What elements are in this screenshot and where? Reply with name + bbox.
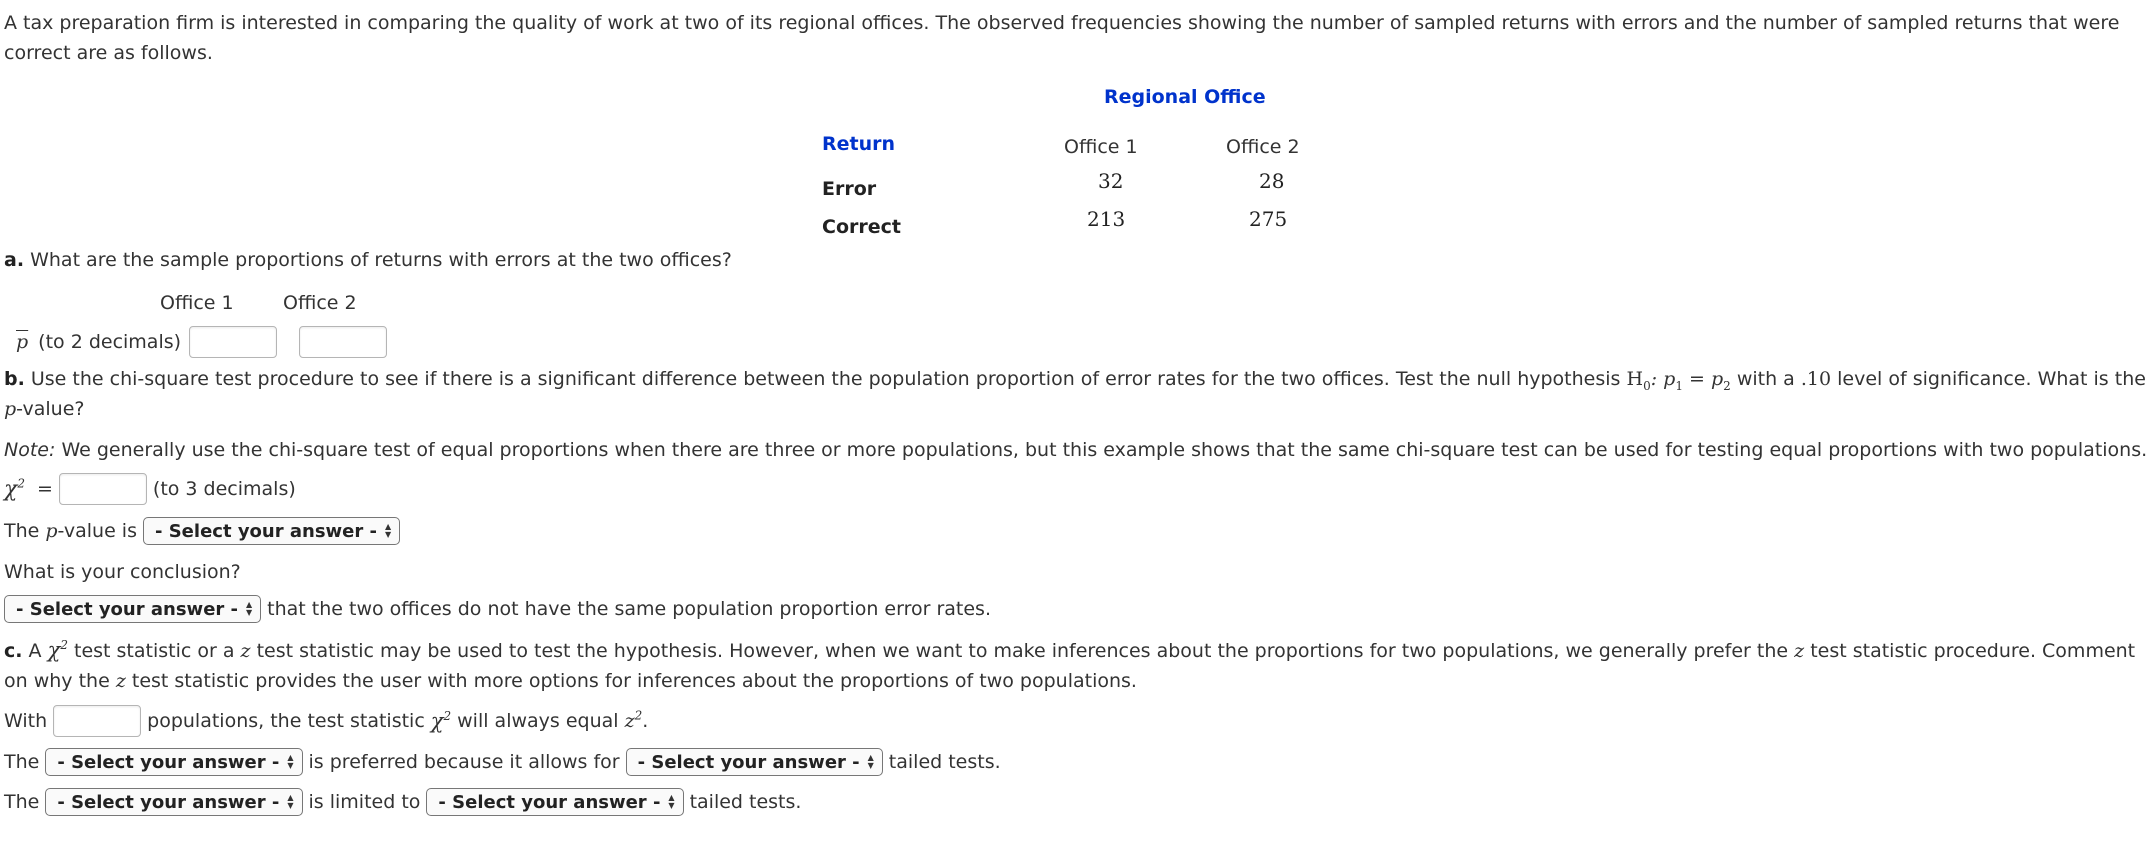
select-arrows-icon: ▲ ▼ xyxy=(867,753,874,770)
null-hypothesis: $H_0$: $p_1 = p_2$ xyxy=(1626,368,1731,393)
chi-square-symbol: $\chi^2$ xyxy=(4,476,25,502)
part-a-col-office-1: Office 1 xyxy=(160,292,234,314)
table-row-label: Error xyxy=(822,178,877,200)
part-a-question: a. What are the sample proportions of returns with errors at the two offices? xyxy=(4,249,732,271)
p-value-select[interactable]: - Select your answer - ▲ ▼ xyxy=(143,517,400,545)
table-row-label: Correct xyxy=(822,216,901,238)
table-cell: 213 xyxy=(1087,207,1126,231)
select-arrows-icon: ▲ ▼ xyxy=(668,793,675,810)
limited-tails-select[interactable]: - Select your answer - ▲ ▼ xyxy=(426,788,683,816)
conclusion-select[interactable]: - Select your answer - ▲ ▼ xyxy=(4,595,261,623)
part-b-note: Note: We generally use the chi-square test of equal proportions when there are three or more populations, but this example shows that the same chi-square test can be used for testing equal proportions with two populations. xyxy=(4,439,2148,461)
conclusion-row: - Select your answer - ▲ ▼ that the two offices do not have the same population proportion error rates. xyxy=(4,591,997,627)
populations-input[interactable] xyxy=(53,705,141,737)
table-row-header: Return xyxy=(822,133,896,155)
table-cell: 275 xyxy=(1249,207,1288,231)
conclusion-question: What is your conclusion? xyxy=(4,561,241,583)
chi-square-input[interactable] xyxy=(59,473,147,505)
table-group-header: Regional Office xyxy=(1104,86,1266,108)
chi-square-suffix: (to 3 decimals) xyxy=(152,478,296,500)
p-value-row: The p -value is - Select your answer - ▲ ▼ xyxy=(4,513,406,549)
office-1-proportion-input[interactable] xyxy=(189,326,277,358)
part-a-row-label: (to 2 decimals) xyxy=(38,331,182,353)
part-a-answer-row xyxy=(16,324,393,360)
select-arrows-icon: ▲ ▼ xyxy=(287,793,294,810)
chi-square-row: $\chi^2$ = (to 3 decimals) xyxy=(4,471,302,507)
table-cell: 28 xyxy=(1259,169,1285,193)
limited-statistic-select[interactable]: - Select your answer - ▲ ▼ xyxy=(45,788,302,816)
preferred-row: The - Select your answer - ▲ ▼ is preferred because it allows for - Select your answer - ▲ ▼ tailed tests. xyxy=(4,744,1007,780)
table-col-office-1: Office 1 xyxy=(1064,136,1138,158)
limited-row: The - Select your answer - ▲ ▼ is limited to - Select your answer - ▲ ▼ tailed tests. xyxy=(4,784,807,820)
select-arrows-icon: ▲ ▼ xyxy=(246,600,253,617)
select-arrows-icon: ▲ ▼ xyxy=(287,753,294,770)
table-col-office-2: Office 2 xyxy=(1226,136,1300,158)
select-arrows-icon: ▲ ▼ xyxy=(385,522,392,539)
part-c-question: c. A $\chi^2$ test statistic or a z test statistic may be used to test the hypothesis. However, when we want to make inferences about the proportions for two populations, we generally prefer the z test statistic procedure. Comment on why the z test statistic provides the user with more options for inferences about the proportions of two populations. xyxy=(4,638,2136,692)
preferred-statistic-select[interactable]: - Select your answer - ▲ ▼ xyxy=(45,748,302,776)
intro-text: A tax preparation firm is interested in comparing the quality of work at two of its regional offices. The observed frequencies showing the number of sampled returns with errors and the number of sampled returns that were correct are as follows. xyxy=(4,12,2120,64)
preferred-tails-select[interactable]: - Select your answer - ▲ ▼ xyxy=(626,748,883,776)
part-b-question: b. Use the chi-square test procedure to see if there is a significant difference between the population proportion of error rates for the two offices. Test the null hypothesis $H_0$: $p_1 = p_2$ with a .10 level of significance. What is the p-value? xyxy=(4,368,2146,420)
p-bar-symbol: $\overline{p}$ xyxy=(16,331,29,353)
populations-row: With populations, the test statistic $\chi^2$ will always equal $z^2$ . xyxy=(4,703,654,739)
office-2-proportion-input[interactable] xyxy=(299,326,387,358)
part-a-col-office-2: Office 2 xyxy=(283,292,357,314)
table-cell: 32 xyxy=(1098,169,1124,193)
significance-level: .10 xyxy=(1800,368,1832,390)
